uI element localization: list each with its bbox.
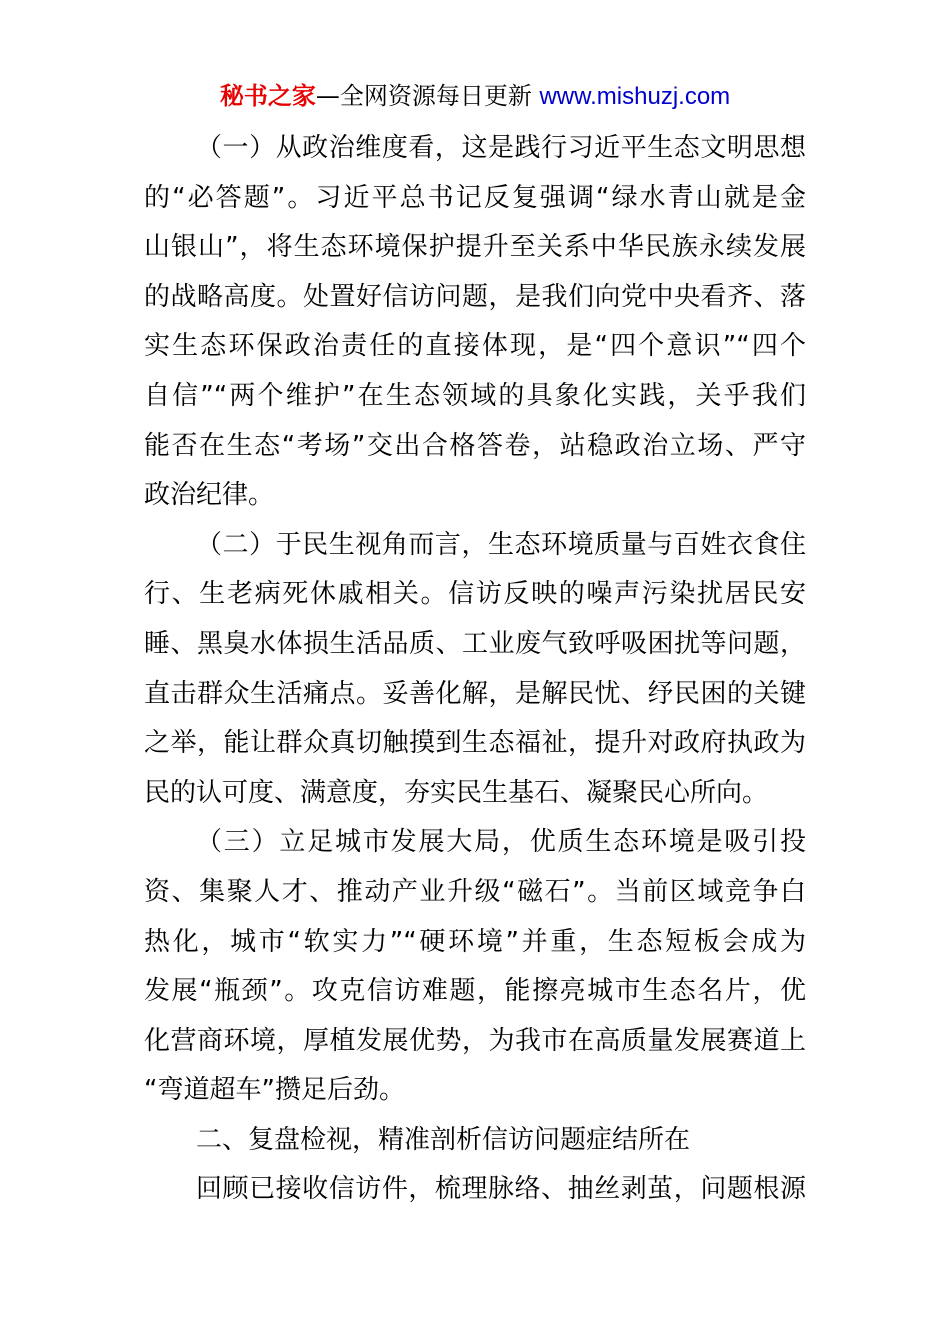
body-text-line: 自信”“两个维护”在生态领域的具象化实践，关乎我们 (144, 380, 806, 411)
body-text-line: 发展“瓶颈”。攻克信访难题，能擦亮城市生态名片，优 (144, 976, 806, 1007)
body-text-line: 山银山”，将生态环境保护提升至关系中华民族永续发展 (144, 232, 806, 263)
body-text-line: 政治纪律。 (144, 480, 275, 511)
body-text-line: 二、复盘检视，精准剖析信访问题症结所在 (196, 1124, 691, 1155)
body-text-line: （二）于民生视角而言，生态环境质量与百姓衣食住 (196, 529, 806, 560)
body-text-line: “弯道超车”攒足后劲。 (144, 1075, 405, 1106)
body-text-line: 实生态环保政治责任的直接体现，是“四个意识”“四个 (144, 331, 806, 362)
body-text-line: 回顾已接收信访件，梳理脉络、抽丝剥茧，问题根源 (196, 1174, 806, 1205)
body-text-line: （三）立足城市发展大局，优质生态环境是吸引投 (196, 827, 806, 858)
site-header (0, 80, 950, 113)
body-text-line: 热化，城市“软实力”“硬环境”并重，生态短板会成为 (144, 926, 806, 957)
site-brand: 秘书之家 (219, 82, 316, 110)
body-text-line: 直击群众生活痛点。妥善化解，是解民忧、纾民困的关键 (144, 678, 806, 709)
body-text-line: 化营商环境，厚植发展优势，为我市在高质量发展赛道上 (144, 1025, 806, 1056)
body-text-line: 的“必答题”。习近平总书记反复强调“绿水青山就是金 (144, 182, 806, 213)
body-text-line: 资、集聚人才、推动产业升级“磁石”。当前区域竞争白 (144, 876, 806, 907)
document-body (144, 124, 806, 1215)
body-text-line: 的战略高度。处置好信访问题，是我们向党中央看齐、落 (144, 281, 806, 312)
site-tagline: —全网资源每日更新 (315, 82, 532, 110)
body-text-line: 行、生老病死休戚相关。信访反映的噪声污染扰居民安 (144, 579, 806, 610)
body-text-line: 之举，能让群众真切触摸到生态福祉，提升对政府执政为 (144, 728, 806, 759)
body-text-line: 能否在生态“考场”交出合格答卷，站稳政治立场、严守 (144, 430, 806, 461)
body-text-line: （一）从政治维度看，这是践行习近平生态文明思想 (196, 133, 806, 163)
body-text-line: 睡、黑臭水体损生活品质、工业废气致呼吸困扰等问题， (144, 628, 806, 659)
site-url-link[interactable]: www.mishuzj.com (539, 83, 731, 110)
body-text-line: 民的认可度、满意度，夯实民生基石、凝聚民心所向。 (144, 777, 769, 808)
